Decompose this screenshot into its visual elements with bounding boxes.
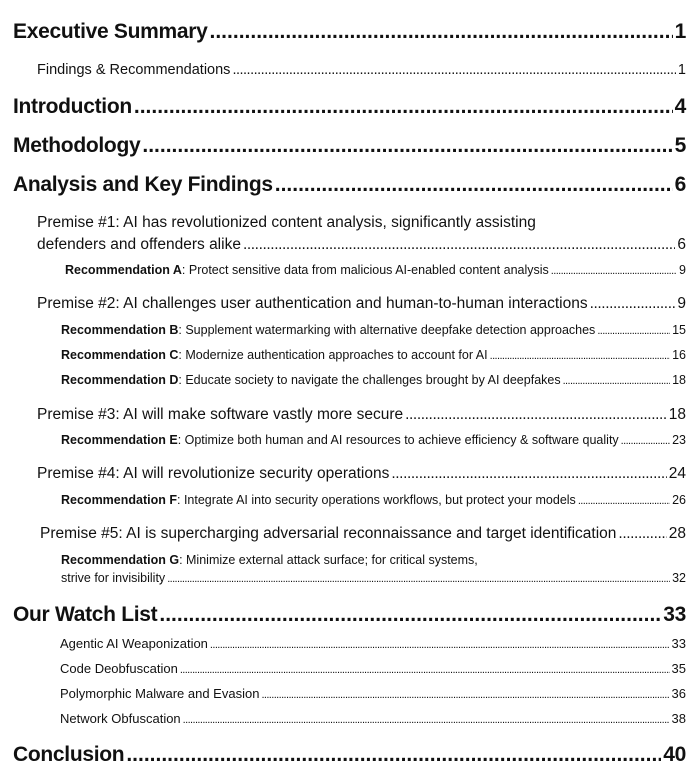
toc-label: Our Watch List xyxy=(13,603,158,626)
toc-label: Methodology xyxy=(13,134,141,157)
toc-page-number: 6 xyxy=(677,236,686,253)
dot-leader xyxy=(391,465,666,483)
toc-page-number: 18 xyxy=(668,406,686,423)
toc-entry-recommendation-a[interactable] xyxy=(65,263,686,277)
dot-leader xyxy=(618,525,666,543)
recommendation-tag: Recommendation G xyxy=(61,553,180,567)
toc-page-number: 9 xyxy=(677,295,686,312)
toc-label: Analysis and Key Findings xyxy=(13,173,273,196)
dot-leader xyxy=(210,20,673,44)
toc-page-number: 6 xyxy=(674,173,686,196)
toc-page-number: 16 xyxy=(672,348,686,362)
toc-entry-recommendation-g-line-1[interactable] xyxy=(61,553,478,567)
toc-page-number: 32 xyxy=(672,571,686,585)
toc-entry-watch-list-item[interactable] xyxy=(60,661,686,676)
toc-entry-premise-4[interactable] xyxy=(37,465,686,483)
recommendation-text: : Minimize external attack surface; for critical systems, xyxy=(179,553,478,567)
toc-label: Findings & Recommendations xyxy=(37,62,231,78)
toc-label: strive for invisibility xyxy=(61,571,166,585)
toc-page-number: 1 xyxy=(677,62,686,78)
toc-page-number: 24 xyxy=(668,465,686,482)
toc-entry-watch-list-item[interactable] xyxy=(60,636,686,651)
toc-entry-recommendation-d[interactable] xyxy=(61,373,686,387)
toc-entry-recommendation-e[interactable] xyxy=(61,433,686,447)
dot-leader xyxy=(275,173,673,197)
toc-label: Agentic AI Weaponization xyxy=(60,636,208,651)
dot-leader xyxy=(597,325,670,337)
toc-entry-watch-list[interactable] xyxy=(13,603,686,627)
dot-leader xyxy=(621,435,670,447)
toc-page-number: 36 xyxy=(671,686,686,701)
toc-page-number: 35 xyxy=(671,661,686,676)
toc-entry-recommendation-g[interactable] xyxy=(61,571,686,585)
toc-label: Premise #4: AI will revolutionize security operations xyxy=(37,465,390,482)
recommendation-tag: Recommendation B xyxy=(61,323,179,337)
dot-leader xyxy=(210,639,670,651)
dot-leader xyxy=(232,62,675,78)
toc-page-number: 18 xyxy=(672,373,686,387)
toc-page-number: 1 xyxy=(674,20,686,43)
toc-entry-findings-recommendations[interactable] xyxy=(37,62,686,78)
toc-label: Polymorphic Malware and Evasion xyxy=(60,686,260,701)
dot-leader xyxy=(134,95,673,119)
toc-page-number: 38 xyxy=(671,711,686,726)
toc-entry-recommendation-c[interactable] xyxy=(61,348,686,362)
toc-entry-analysis[interactable] xyxy=(13,173,686,197)
toc-page-number: 33 xyxy=(663,603,686,626)
toc-page-number: 15 xyxy=(672,323,686,337)
dot-leader xyxy=(578,495,670,507)
toc-label: Executive Summary xyxy=(13,20,208,43)
toc-page-number: 26 xyxy=(672,493,686,507)
toc-entry-recommendation-f[interactable] xyxy=(61,493,686,507)
recommendation-text: : Supplement watermarking with alternative deepfake detection approaches xyxy=(178,323,596,337)
toc-page-number: 40 xyxy=(663,743,686,766)
toc-entry-premise-5[interactable] xyxy=(40,525,686,543)
toc-label: Code Deobfuscation xyxy=(60,661,178,676)
recommendation-tag: Recommendation E xyxy=(61,433,178,447)
toc-page-number: 9 xyxy=(679,263,686,277)
toc-label: Premise #2: AI challenges user authentication and human-to-human interactions xyxy=(37,295,588,312)
toc-label: Conclusion xyxy=(13,743,125,766)
toc-entry-watch-list-item[interactable] xyxy=(60,711,686,726)
toc-label: defenders and offenders alike xyxy=(37,236,241,253)
toc-entry-premise-2[interactable] xyxy=(37,295,686,313)
toc-page-number: 23 xyxy=(672,433,686,447)
recommendation-tag: Recommendation F xyxy=(61,493,177,507)
dot-leader xyxy=(590,295,676,313)
dot-leader xyxy=(261,689,669,701)
recommendation-text: : Protect sensitive data from malicious AI-enabled content analysis xyxy=(181,263,549,277)
dot-leader xyxy=(563,375,671,387)
recommendation-tag: Recommendation D xyxy=(61,373,179,387)
toc-page-number: 5 xyxy=(674,134,686,157)
toc-label: Introduction xyxy=(13,95,132,118)
toc-entry-conclusion[interactable] xyxy=(13,743,686,767)
dot-leader xyxy=(243,236,675,254)
toc-entry-recommendation-b[interactable] xyxy=(61,323,686,337)
toc-page-number: 4 xyxy=(674,95,686,118)
recommendation-tag: Recommendation C xyxy=(61,348,179,362)
toc-entry-executive-summary[interactable] xyxy=(13,20,686,44)
dot-leader xyxy=(551,265,677,277)
toc-label: Premise #5: AI is supercharging adversarial reconnaissance and target identification xyxy=(40,525,617,542)
dot-leader xyxy=(490,350,670,362)
recommendation-tag: Recommendation A xyxy=(65,263,182,277)
dot-leader xyxy=(142,134,672,158)
recommendation-text: : Educate society to navigate the challenges brought by AI deepfakes xyxy=(178,373,561,387)
recommendation-text: : Integrate AI into security operations workflows, but protect your models xyxy=(177,493,576,507)
recommendation-text: : Modernize authentication approaches to account for AI xyxy=(178,348,488,362)
dot-leader xyxy=(183,714,670,726)
toc-entry-watch-list-item[interactable] xyxy=(60,686,686,701)
toc-page-number: 33 xyxy=(671,636,686,651)
toc-entry-methodology[interactable] xyxy=(13,134,686,158)
toc-label: Network Obfuscation xyxy=(60,711,181,726)
dot-leader xyxy=(126,743,661,767)
toc-page-number: 28 xyxy=(668,525,686,542)
toc-label: Premise #3: AI will make software vastly more secure xyxy=(37,406,404,423)
dot-leader xyxy=(405,406,667,424)
recommendation-text: : Optimize both human and AI resources to achieve efficiency & software quality xyxy=(177,433,619,447)
toc-entry-premise-1-line-1[interactable]: Premise #1: AI has revolutionized content analysis, significantly assisting xyxy=(37,214,536,231)
toc-entry-premise-3[interactable] xyxy=(37,406,686,424)
dot-leader xyxy=(159,603,661,627)
toc-entry-premise-1[interactable] xyxy=(37,236,686,254)
toc-entry-introduction[interactable] xyxy=(13,95,686,119)
dot-leader xyxy=(180,664,670,676)
dot-leader xyxy=(167,573,670,585)
